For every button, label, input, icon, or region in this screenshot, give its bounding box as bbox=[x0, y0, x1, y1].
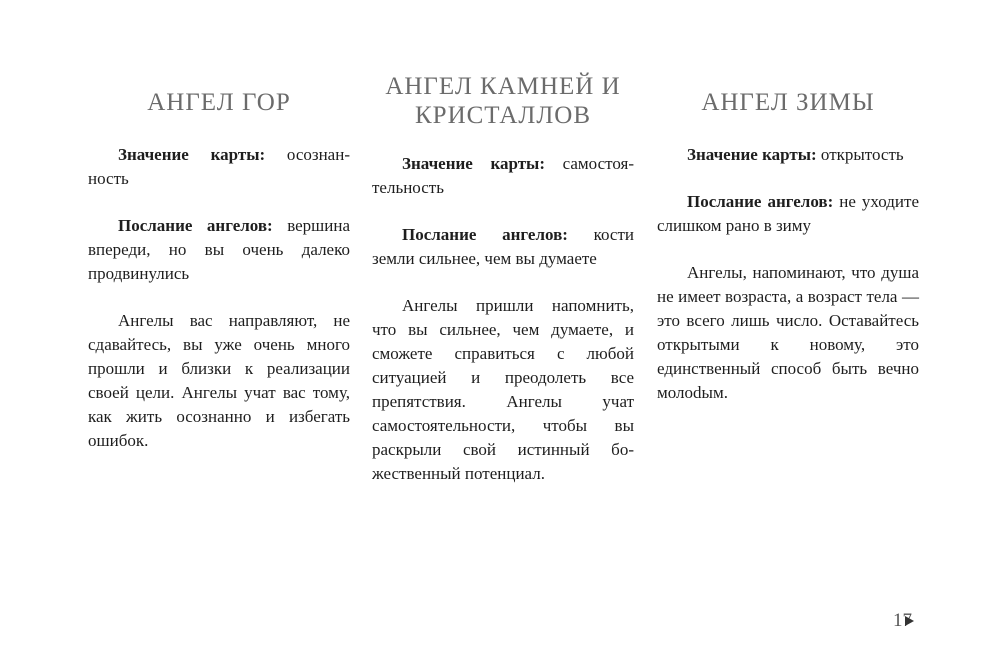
angel-message bbox=[88, 214, 350, 286]
card-meaning bbox=[372, 152, 634, 200]
card-column-winter bbox=[657, 86, 919, 405]
right-triangle-icon[interactable] bbox=[905, 616, 914, 626]
card-column-mountains bbox=[88, 86, 350, 453]
card-description: Ангелы пришли напомнить, что вы сильнее, чем думаете, и сможете справиться с любой ситуацией и преодолеть все препятствия. Ангелы учат самостоятельности, чтобы вы раскрыли свой истинный божественный потенциал. bbox=[372, 296, 634, 483]
card-meaning bbox=[657, 143, 919, 167]
message-label: Послание ангелов: bbox=[687, 192, 834, 211]
page-number: 17 bbox=[893, 610, 912, 631]
message-text: вершина впереди, но вы очень далеко продвинулись bbox=[88, 216, 351, 283]
angel-message bbox=[372, 223, 634, 271]
card-description: Ангелы, напоминают, что душа не имеет возраста, а возраст тела — это всего лишь число. Оставайтесь открытыми к новому, это единственный способ быть вечно молоdым. bbox=[657, 263, 919, 402]
meaning-label: Значение карты: bbox=[118, 145, 266, 164]
card-column-crystals bbox=[372, 72, 634, 486]
angel-message bbox=[657, 190, 919, 238]
meaning-text: осознанность bbox=[88, 145, 350, 188]
message-label: Послание ангелов: bbox=[118, 216, 273, 235]
message-text: не уходите слишком рано в зиму bbox=[657, 192, 920, 235]
meaning-text: самостоятельность bbox=[372, 154, 634, 197]
card-title: АНГЕЛ КАМНЕЙ И КРИСТАЛЛОВ bbox=[385, 73, 621, 129]
card-meaning bbox=[88, 143, 350, 191]
message-label: Послание ангелов: bbox=[402, 225, 568, 244]
meaning-text: открытость bbox=[820, 145, 904, 164]
meaning-label: Значение карты: bbox=[402, 154, 545, 173]
card-title: АНГЕЛ ЗИМЫ bbox=[701, 89, 875, 116]
message-text: кости земли сильнее, чем вы думаете bbox=[372, 225, 635, 268]
meaning-label: Значение карты: bbox=[687, 145, 817, 164]
card-description: Ангелы вас направляют, не сдавайтесь, вы уже очень много прошли и близки к реализации своей цели. Ангелы учат вас тому, как жить осознанно и избегать ошибок. bbox=[88, 311, 350, 450]
card-title: АНГЕЛ ГОР bbox=[147, 89, 291, 116]
